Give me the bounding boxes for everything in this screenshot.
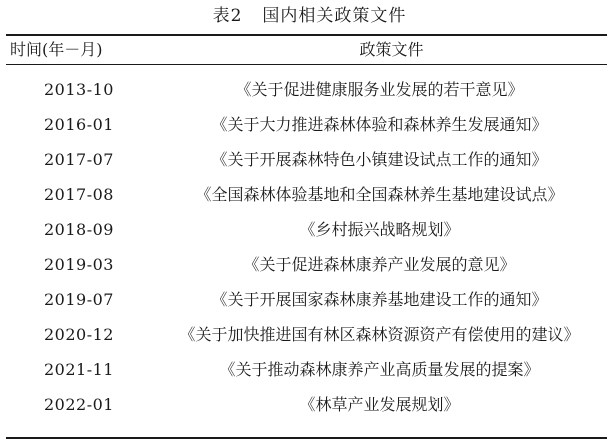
bottom-rule	[6, 437, 607, 439]
row-document: 《林草产业发展规划》	[299, 395, 460, 414]
row-date: 2017-07	[44, 150, 114, 169]
row-date: 2022-01	[44, 395, 114, 414]
row-document: 《关于促进森林康养产业发展的意见》	[243, 255, 516, 274]
row-document: 《关于开展国家森林康养基地建设工作的通知》	[211, 290, 548, 309]
row-document: 《乡村振兴战略规划》	[299, 220, 460, 239]
row-document: 《关于大力推进森林体验和森林养生发展通知》	[211, 115, 548, 134]
row-date: 2019-03	[44, 255, 114, 274]
row-document: 《关于推动森林康养产业高质量发展的提案》	[219, 360, 540, 379]
header-rule	[6, 64, 607, 65]
row-document: 《关于促进健康服务业发展的若干意见》	[235, 80, 524, 99]
table-caption	[0, 4, 613, 28]
row-date: 2021-11	[44, 360, 114, 379]
row-date: 2019-07	[44, 290, 114, 309]
table-row	[6, 282, 607, 317]
table-row	[6, 247, 607, 282]
table-row	[6, 107, 607, 142]
row-document: 《关于加快推进国有林区森林资源资产有偿使用的建议》	[179, 325, 580, 344]
row-document: 《关于开展森林特色小镇建设试点工作的通知》	[211, 150, 548, 169]
table-row	[6, 387, 607, 422]
table-header	[6, 35, 607, 64]
table-row	[6, 317, 607, 352]
row-date: 2018-09	[44, 220, 114, 239]
table-row	[6, 142, 607, 177]
header-document: 政策文件	[359, 40, 424, 59]
row-date: 2017-08	[44, 185, 114, 204]
table-row	[6, 177, 607, 212]
row-date: 2013-10	[44, 80, 114, 99]
table-title: 国内相关政策文件	[262, 6, 407, 26]
table-row	[6, 352, 607, 387]
row-document: 《全国森林体验基地和全国森林养生基地建设试点》	[195, 185, 564, 204]
row-date: 2020-12	[44, 325, 114, 344]
header-date: 时间(年－月)	[10, 40, 103, 59]
table-body	[6, 72, 607, 422]
table-number: 表2	[212, 6, 243, 26]
table-row	[6, 72, 607, 107]
table-row	[6, 212, 607, 247]
row-date: 2016-01	[44, 115, 114, 134]
